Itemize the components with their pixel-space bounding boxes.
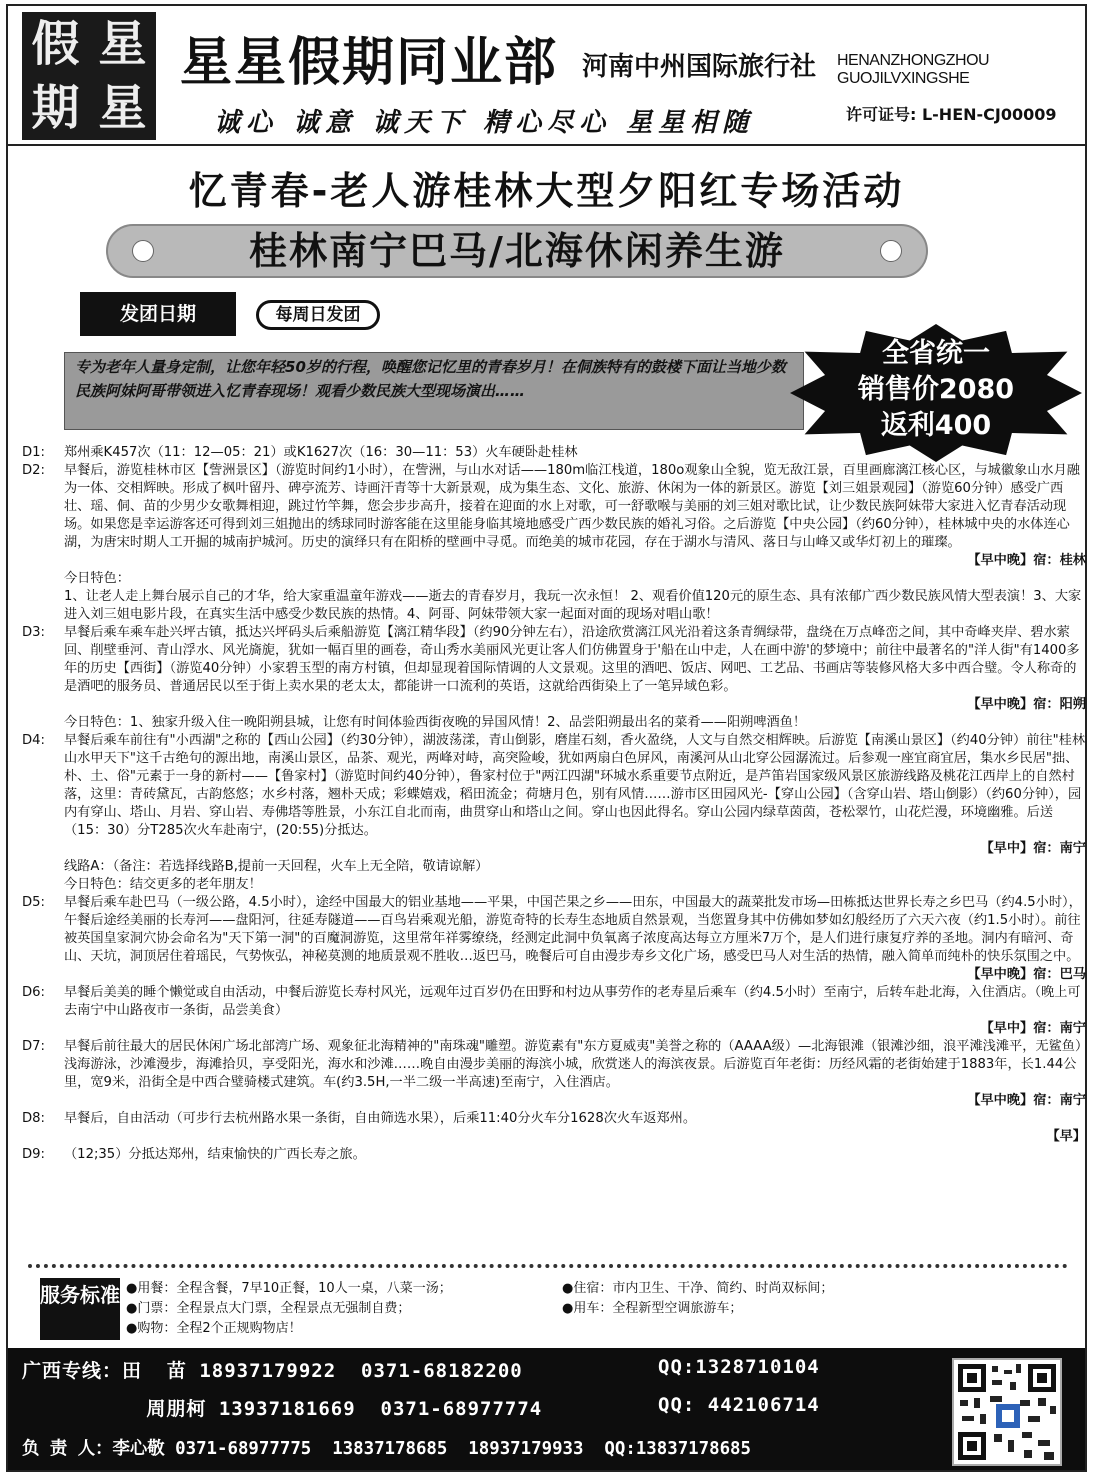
- service-item: ●用车：全程新型空调旅游车；: [562, 1301, 743, 1316]
- itinerary-day: [22, 624, 1086, 714]
- day-text: 早餐后乘车前往有"小西湖"之称的【西山公园】（约30分钟），湖波荡漾，青山倒影，磨崖石刻，香火盈绕，人文与自然交相辉映。后游览【南溪山景区】（约40分钟）前往"桂林山水甲天下"这千古绝句的源出地，南溪山景区，品茶、观光，两峰对峙，高突险峻，犹如两扇白色屏风，南溪河从山北穿公园潺流过。后参观一座宜商宜居，集水乡民居"拙、朴、土、俗"元素于一身的新村——【鲁家村】（游览时间约40分钟），鲁家村位于"两江四湖"环城水系重要节点附近，是芦笛岩国家级风景区旅游线路及桃花江西岸上的自然村落，这里：青砖黛瓦，古韵悠悠；水乡村落，翘朴天成；彩蝶嬉戏，稻田流金；荷塘月色，别有风情……游市区田园风光-【穿山公园】（含穿山岩、塔山倒影）（约60分钟），园内有穿山、塔山、月岩、穿山岩、寿佛塔等胜景，小东江自北而南，曲贯穿山和塔山之间。穿山也因此得名。穿山公园内绿草茵茵，苍松翠竹，山花烂漫，环境幽雅。后送（15：30）分T285次火车赴南宁，(20:55)分抵达。: [64, 733, 1086, 838]
- day-label: [22, 714, 64, 732]
- day-body: [64, 588, 1086, 624]
- bullet-dot-icon: [880, 240, 902, 262]
- header: [8, 6, 1085, 146]
- itinerary: [22, 444, 1086, 1164]
- contact-qq: QQ:1328710104: [658, 1356, 820, 1378]
- day-label: D8:: [22, 1111, 45, 1126]
- license-number: 许可证号: L-HEN-CJ00009: [846, 105, 1057, 124]
- day-label: D5:: [22, 895, 45, 910]
- itinerary-day: [22, 894, 1086, 984]
- day-body: [64, 1110, 1086, 1146]
- day-body: [64, 570, 1086, 588]
- day-body: [64, 462, 1086, 570]
- day-label: D2:: [22, 463, 45, 478]
- day-text: （12;35）分抵达郑州，结束愉快的广西长寿之旅。: [64, 1147, 366, 1162]
- day-meal-lodging: 【早中晚】宿：巴马: [967, 967, 1086, 982]
- price-line: 全省统一: [882, 338, 990, 369]
- main-title: 忆青春-老人游桂林大型夕阳红专场活动: [188, 169, 905, 213]
- service-item: ●门票：全程景点大门票，全程景点无强制自费；: [126, 1301, 411, 1316]
- day-label: D6:: [22, 985, 45, 1000]
- contact-row: 广西专线：田 苗 18937179922 0371-68182200: [22, 1360, 523, 1382]
- itinerary-day: [22, 984, 1086, 1038]
- itinerary-day: [22, 1146, 1086, 1164]
- day-body: [64, 894, 1086, 984]
- departure-value: 每周日发团: [256, 300, 380, 330]
- itinerary-day: [22, 588, 1086, 624]
- day-meal-lodging: 【早中晚】宿：桂林: [967, 553, 1086, 568]
- logo-char: 期: [31, 80, 80, 136]
- day-text: 早餐后，游览桂林市区【訾洲景区】（游览时间约1小时），在訾洲，与山水对话——180m临江栈道，180o观象山全貌，览无敌江景，百里画廊漓江核心区，与城徽象山水月融为一体、交相辉映。形成了枫叶留丹、碑亭流芳、诗画汗青等十大新景观，成为集生态、文化、旅游、休闲为一体的新景区。游览【刘三姐景观园】（游览60分钟）感受广西壮、瑶、侗、苗的少男少女歌舞相迎，跳过竹竿舞，您会步步高升，接着在迎面的水上对歌，可一舒歌喉与美丽的刘三姐对歌比试，让少数民族阿妹带大家进入忆青春活动现场。如果您是幸运游客还可得到刘三姐抛出的绣球同时游客能在这里能身临其境地感受广西少数民族的婚礼习俗。之后游览【中央公园】（约60分钟），桂林城中央的水体连心湖，为唐宋时期人工开掘的城南护城河。历史的演绎只有在阳桥的壁画中寻觅。而绝美的城市花园，存在于湖水与清风、落日与山峰又或华灯初上的璀璨。: [64, 463, 1080, 550]
- day-body: [64, 624, 1086, 714]
- itinerary-day: [22, 1110, 1086, 1146]
- day-label: D1:: [22, 445, 45, 460]
- day-body: [64, 984, 1086, 1038]
- day-label: [22, 876, 64, 894]
- day-body: [64, 876, 1086, 894]
- agency-name: 河南中州国际旅行社: [582, 52, 817, 82]
- day-text: 早餐后，自由活动（可步行去杭州路水果一条街，自由筛选水果），后乘11:40分火车分1628次火车返郑州。: [64, 1111, 697, 1126]
- day-body: [64, 444, 1086, 462]
- itinerary-day: [22, 462, 1086, 570]
- contact-qq: QQ: 442106714: [658, 1394, 820, 1416]
- sub-title-banner: [106, 224, 928, 278]
- day-label: D9:: [22, 1147, 45, 1162]
- day-text: 早餐后乘车赴巴马（一级公路，4.5小时），途经中国最大的铝业基地——平果，中国芒果之乡——田东，中国最大的蔬菜批发市场—田栋抵达世界长寿之乡巴马（约4.5小时），午餐后途经美丽的长寿河——盘阳河，往延寿隧道——百鸟岩乘观光船，游览奇特的长寿生态地质自然景观，当您置身其中仿佛如梦如幻般经历了六天六夜（约1.5小时）。前往被英国皇家洞穴协会命名为"天下第一洞"的百魔洞游览，这里常年祥雾缭绕，经测定此洞中负氧离子浓度高达每立方厘米7万个，是人们进行康复疗养的圣地。洞内有暗河、奇山、天坑，洞顶居住着瑶民，气势恢弘，神秘莫测的地质景观不胜收…返巴马，晚餐后可自由漫步寿乡文化广场，感受巴马人对生活的热情，融入简单而纯朴的快乐氛围之中。: [64, 895, 1082, 964]
- contact-row: 周朋柯 13937181669 0371-68977774: [22, 1398, 543, 1420]
- day-meal-lodging: 【早中晚】宿：阳朔: [967, 697, 1086, 712]
- day-label: D7:: [22, 1039, 45, 1054]
- itinerary-day: [22, 732, 1086, 858]
- dotted-divider: [28, 1264, 1068, 1268]
- day-text: 1、让老人走上舞台展示自己的才华，给大家重温童年游戏——逝去的青春岁月，我玩一次永恒！ 2、观看价值120元的原生态、具有浓郁广西少数民族风情大型表演！3、大家进入刘三姐电影片段，在真实生活中感受少数民族的热情。4、阿哥、阿妹带领大家一起面对面的现场对唱山歌！: [64, 589, 1082, 622]
- day-meal-lodging: 【早中晚】宿：南宁: [967, 1093, 1086, 1108]
- day-body: [64, 1038, 1086, 1110]
- contact-footer: [8, 1348, 1085, 1470]
- price-info: [790, 336, 1082, 444]
- day-text: 郑州乘K457次（11：12—05：21）或K1627次（16：30—11：53）火车硬卧赴桂林: [64, 445, 578, 460]
- service-item: ●用餐：全程含餐，7早10正餐，10人一桌，八菜一汤；: [126, 1281, 452, 1296]
- day-body: [64, 858, 1086, 876]
- day-body: [64, 732, 1086, 858]
- day-label: [22, 588, 64, 624]
- day-meal-lodging: 【早中】宿：南宁: [980, 841, 1086, 856]
- day-text: 早餐后美美的睡个懒觉或自由活动，中餐后游览长寿村风光，远观年过百岁仍在田野和村边从事劳作的老寿星后乘车（约4.5小时）至南宁，后转车赴北海，入住酒店。（晚上可去南宁中山路夜市一条街，品尝美食）: [64, 985, 1081, 1018]
- intro-box: 专为老年人量身定制，让您年轻50岁的行程，唤醒您记忆里的青春岁月！在侗族特有的鼓楼下面让当地少数民族阿妹阿哥带领进入忆青春现场！观看少数民族大型现场演出……: [64, 352, 804, 430]
- day-text: 今日特色：: [64, 571, 130, 586]
- qr-code-icon: [952, 1358, 1062, 1466]
- service-label: 服务标准: [40, 1278, 120, 1340]
- day-meal-lodging: 【早中】宿：南宁: [980, 1021, 1086, 1036]
- itinerary-day: [22, 714, 1086, 732]
- itinerary-day: [22, 876, 1086, 894]
- itinerary-day: [22, 444, 1086, 462]
- flyer-page: [6, 4, 1087, 1472]
- itinerary-day: [22, 1038, 1086, 1110]
- logo-char: 星: [98, 16, 147, 72]
- slogan: 诚心 诚意 诚天下 精心尽心 星星相随: [214, 108, 755, 138]
- day-text: 今日特色：1、独家升级入住一晚阳朔县城，让您有时间体验西街夜晚的异国风情！2、品尝阳朔最出名的菜肴——阳朔啤酒鱼！: [64, 715, 807, 730]
- agency-pinyin: HENANZHONGZHOU GUOJILVXINGSHE: [837, 52, 990, 87]
- itinerary-day: [22, 858, 1086, 876]
- brand-logo: [22, 12, 156, 140]
- service-standard: [22, 1276, 1082, 1344]
- bullet-dot-icon: [132, 240, 154, 262]
- itinerary-day: [22, 570, 1086, 588]
- contact-row: 负 责 人：李心敬 0371-68977775 13837178685 18937179933 QQ:13837178685: [22, 1439, 751, 1459]
- price-line: 返利400: [880, 410, 992, 441]
- departure-label: 发团日期: [80, 292, 236, 336]
- sub-title: 桂林南宁巴马/北海休闲养生游: [249, 229, 785, 273]
- service-item: ●购物：全程2个正规购物店！: [126, 1321, 302, 1336]
- day-text: 早餐后乘车乘车赴兴坪古镇，抵达兴坪码头后乘船游览【漓江精华段】（约90分钟左右），沿途欣赏漓江风光沿着这条青绸绿带，盘绕在万点峰峦之间，其中奇峰夹岸、碧水萦回、削壁垂河、青山浮水、风光旖旎，犹如一幅百里的画卷，奇山秀水美丽风光更让客人们仿佛置身于'船在山中走，人在画中游'的梦境中；前往中最著名的"洋人街"有1400多年的历史【西街】（游览40分钟）小家碧玉型的南方村镇，但却显现着国际情调的人文景观。这里的酒吧、饭店、网吧、工艺品、书画店等装修风格大多中西合璧。令人称奇的是酒吧的服务员、普通居民以至于街上卖水果的老太太，都能讲一口流利的英语，这就给西街染上了一笔异域色彩。: [64, 625, 1080, 694]
- day-text: 早餐后前往最大的居民休闲广场北部湾广场、观象征北海精神的"南珠魂"雕塑。游览素有"东方夏威夷"美誉之称的（AAAA级）—北海银滩（银滩沙细，浪平滩浅滩平，无鲨鱼）浅海游泳，沙滩漫步，海滩拾贝，享受阳光，海水和沙滩……晚自由漫步美丽的海滨小城，欣赏迷人的海滨夜景。后游览百年老街：历经风霜的老街始建于1883年，长1.44公里，宽9米，沿街全是中西合璧骑楼式建筑。车(约3.5H,一半二级一半高速)至南宁，入住酒店。: [64, 1039, 1082, 1090]
- day-text: 今日特色：结交更多的老年朋友！: [64, 877, 262, 892]
- price-line: 销售价2080: [857, 374, 1015, 405]
- day-body: [64, 1146, 1086, 1164]
- company-name: 星星假期同业部: [180, 33, 559, 93]
- logo-char: 星: [98, 80, 147, 136]
- day-label: [22, 570, 64, 588]
- day-label: D3:: [22, 625, 45, 640]
- day-label: D4:: [22, 733, 45, 748]
- day-text: 线路A：（备注：若选择线路B,提前一天回程，火车上无全陪，敬请谅解）: [64, 859, 489, 874]
- day-meal-lodging: 【早】: [1046, 1129, 1086, 1144]
- service-item: ●住宿：市内卫生、干净、简约、时尚双标间；: [562, 1281, 834, 1296]
- logo-char: 假: [31, 16, 80, 72]
- day-label: [22, 858, 64, 876]
- day-body: [64, 714, 1086, 732]
